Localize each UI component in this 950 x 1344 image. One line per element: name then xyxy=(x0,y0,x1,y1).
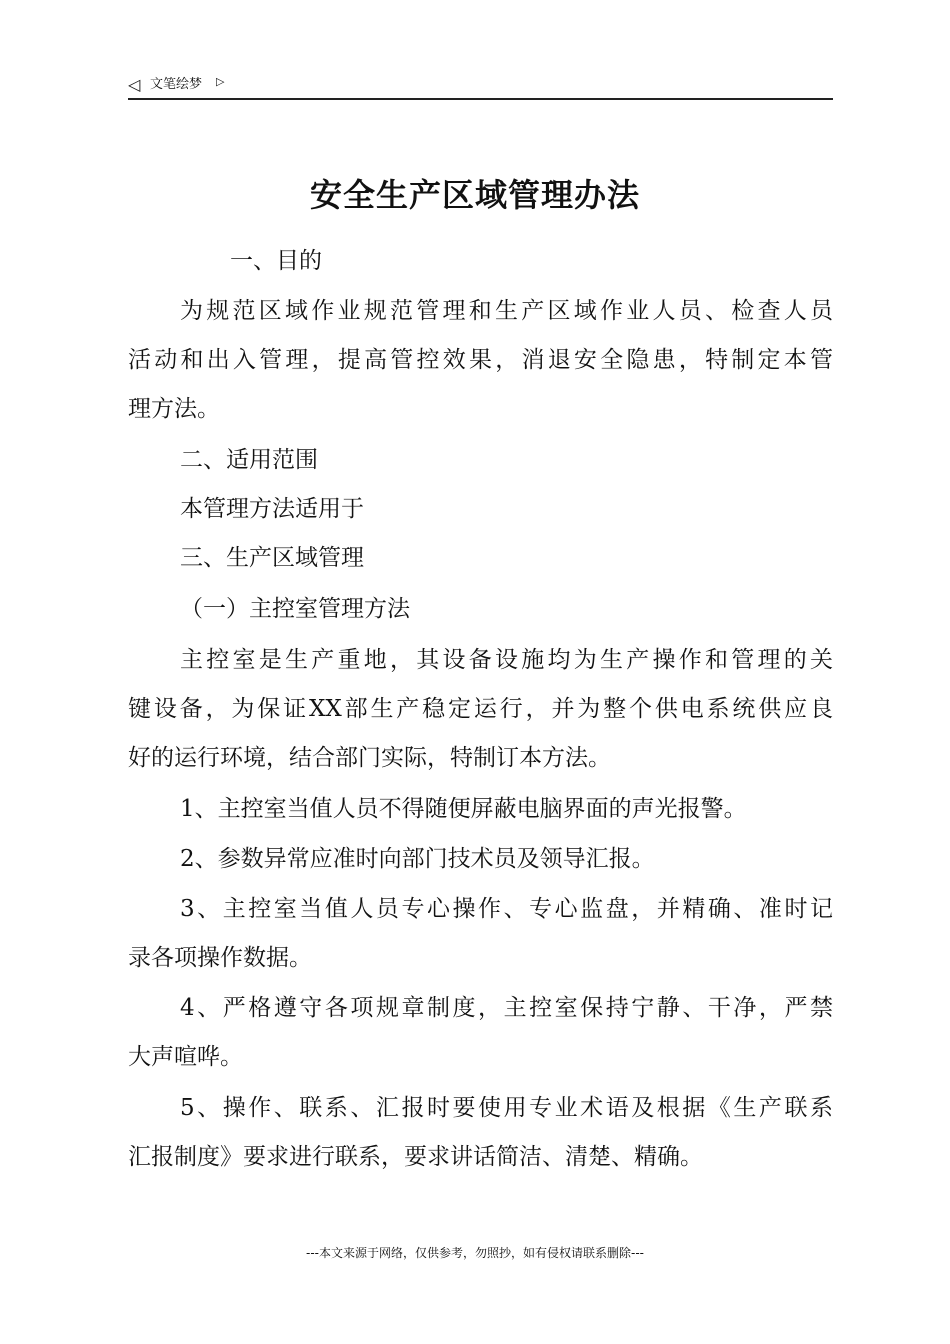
paragraph-line: 理方法。 xyxy=(128,396,220,422)
left-triangle-icon: ◁ xyxy=(128,75,141,94)
section-heading-scope: 二、适用范围 xyxy=(180,447,318,473)
page-footer: ---本文来源于网络，仅供参考，勿照抄，如有侵权请联系删除--- xyxy=(306,1246,644,1260)
right-triangle-icon: ▷ xyxy=(216,75,225,88)
list-item: 5、操作、联系、汇报时要使用专业术语及根据《生产联系 xyxy=(180,1095,833,1121)
list-item: 4、严格遵守各项规章制度，主控室保持宁静、干净，严禁 xyxy=(180,995,833,1021)
paragraph-line: 好的运行环境，结合部门实际，特制订本方法。 xyxy=(128,745,611,771)
list-item: 2、参数异常应准时向部门技术员及领导汇报。 xyxy=(180,846,655,872)
document-title: 安全生产区域管理办法 xyxy=(309,176,640,214)
list-item: 3、主控室当值人员专心操作、专心监盘，并精确、准时记 xyxy=(180,896,833,922)
paragraph-line: 本管理方法适用于 xyxy=(180,496,364,522)
paragraph-line: 主控室是生产重地，其设备设施均为生产操作和管理的关 xyxy=(180,647,833,673)
paragraph-line: 键设备，为保证XX部生产稳定运行，并为整个供电系统供应良 xyxy=(128,696,833,722)
section-heading-purpose: 一、目的 xyxy=(230,248,322,274)
list-item-continuation: 大声喧哗。 xyxy=(128,1044,243,1070)
paragraph-line: 为规范区域作业规范管理和生产区域作业人员、检查人员 xyxy=(180,298,833,324)
list-item-continuation: 录各项操作数据。 xyxy=(128,945,312,971)
list-item: 1、主控室当值人员不得随便屏蔽电脑界面的声光报警。 xyxy=(180,796,747,822)
header-brand: 文笔绘梦 xyxy=(150,77,203,92)
list-item-continuation: 汇报制度》要求进行联系，要求讲话简洁、清楚、精确。 xyxy=(128,1144,703,1170)
subsection-heading-control-room: （一）主控室管理方法 xyxy=(180,596,410,622)
section-heading-area-management: 三、生产区域管理 xyxy=(180,545,364,571)
page-header xyxy=(128,74,833,100)
paragraph-line: 活动和出入管理，提高管控效果，消退安全隐患，特制定本管 xyxy=(128,347,833,373)
